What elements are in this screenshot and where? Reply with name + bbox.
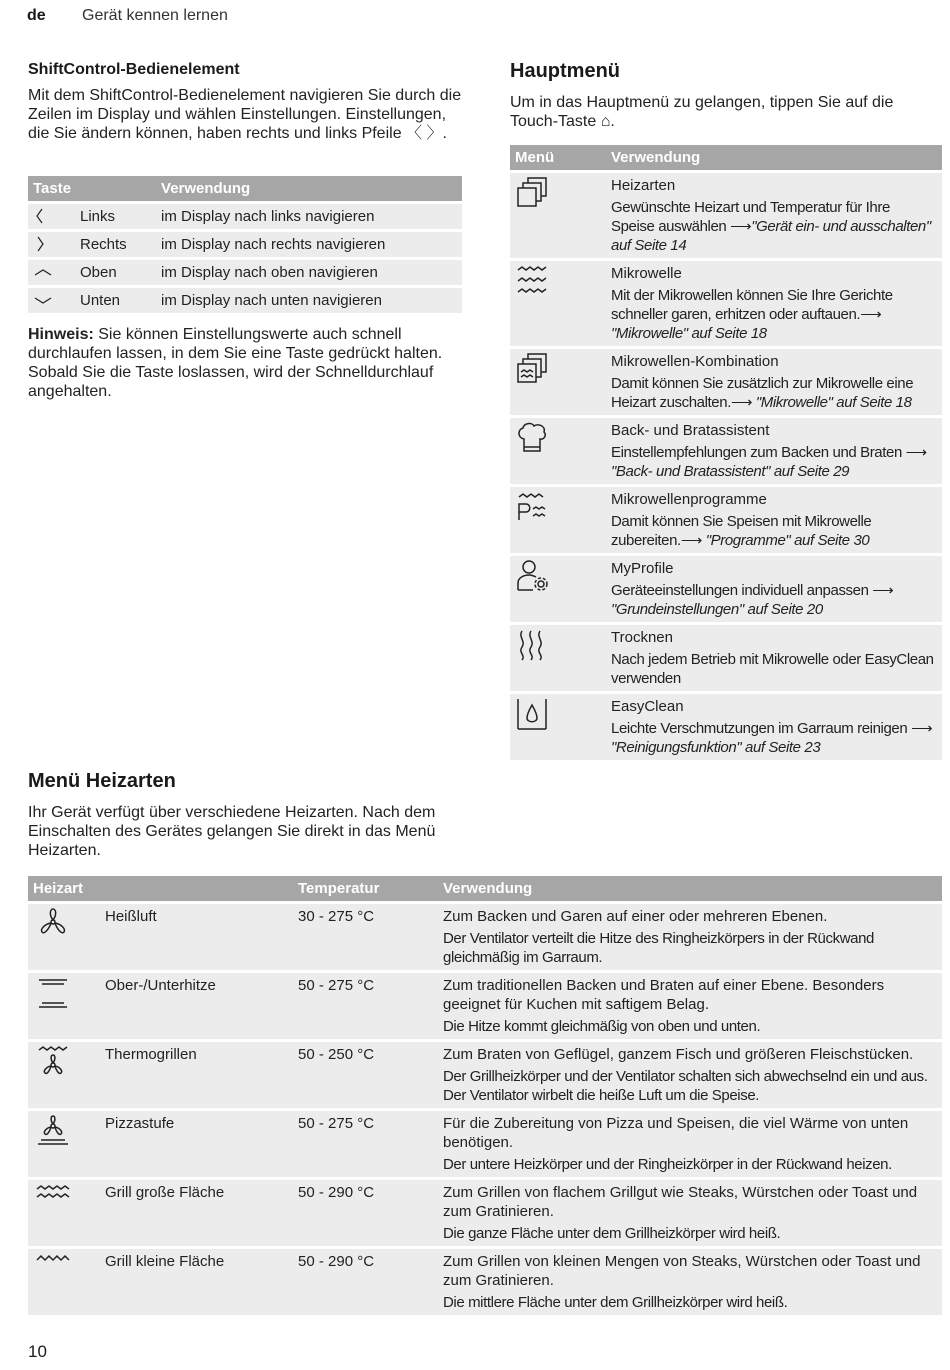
heating-mode-use: Zum traditionellen Backen und Braten auf einer Ebene. Besonders geeignet für Kuchen mit saftigem Belag. <box>443 977 885 1013</box>
drying-icon <box>510 622 606 691</box>
shiftcontrol-intro: Mit dem ShiftControl-Bedienelement navigieren Sie durch die Zeilen im Display und wählen Einstellungen. Einstellungen, die Sie ändern können, haben rechts und links Pfeile 〈 〉. <box>28 87 462 142</box>
menu-item-desc: Einstellempfehlungen zum Backen und Braten <box>611 444 906 461</box>
key-usage: im Display nach links navigieren <box>156 201 462 229</box>
hint-label: Hinweis: <box>28 326 94 343</box>
main-menu-heading: Hauptmenü <box>510 60 620 82</box>
heating-mode-name: Grill große Fläche <box>100 1177 293 1246</box>
menu-item-desc: Mit der Mikrowellen können Sie Ihre Gerichte schneller garen, erhitzen oder auftauen. <box>611 287 893 323</box>
table-row <box>28 229 462 257</box>
key-usage: im Display nach unten navigieren <box>156 285 462 313</box>
heating-mode-temperature: 50 - 290 °C <box>293 1246 438 1315</box>
chevron-left-icon <box>28 201 75 229</box>
menu-item-name: Back- und Bratassistent <box>611 422 770 439</box>
hot-air-icon <box>28 901 100 970</box>
table-row <box>510 484 942 553</box>
column-header-use: Verwendung <box>606 145 942 170</box>
menu-item-desc: Gewünschte Heizart und Temperatur für Ihre Speise auswählen <box>611 199 890 235</box>
heating-mode-temperature: 30 - 275 °C <box>293 901 438 970</box>
key-usage: im Display nach rechts navigieren <box>156 229 462 257</box>
menu-item-name: Mikrowellenprogramme <box>611 491 767 508</box>
arrow-icon: ⟶ <box>730 218 752 235</box>
table-header-row <box>510 145 942 170</box>
page-reference[interactable]: "Mikrowelle" auf Seite 18 <box>752 394 912 411</box>
heating-modes-table <box>28 876 942 1315</box>
table-row <box>28 1108 942 1177</box>
table-row <box>510 170 942 258</box>
table-row <box>510 691 942 760</box>
table-row <box>28 285 462 313</box>
menu-item-name: Trocknen <box>611 629 673 646</box>
microwave-programs-icon <box>510 484 606 553</box>
heating-mode-detail: Die ganze Fläche unter dem Grillheizkörper wird heiß. <box>443 1225 781 1242</box>
menu-item-name: Heizarten <box>611 177 676 194</box>
page-reference[interactable]: "Mikrowelle" auf Seite 18 <box>611 325 767 342</box>
column-header-use: Verwendung <box>156 176 462 201</box>
table-row <box>28 201 462 229</box>
hint-paragraph <box>28 325 462 401</box>
menu-item-desc: Geräteeinstellungen individuell anpassen <box>611 582 873 599</box>
menu-item-name: MyProfile <box>611 560 674 577</box>
microwave-combination-icon <box>510 346 606 415</box>
chevron-right-icon <box>28 229 75 257</box>
heating-mode-use: Zum Backen und Garen auf einer oder mehreren Ebenen. <box>443 908 828 925</box>
heating-mode-temperature: 50 - 290 °C <box>293 1177 438 1246</box>
table-row <box>28 901 942 970</box>
arrow-icon: ⟶ <box>911 720 933 737</box>
page-reference[interactable]: "Reinigungsfunktion" auf Seite 23 <box>611 739 821 756</box>
table-row <box>28 1246 942 1315</box>
menu-item-name: EasyClean <box>611 698 684 715</box>
grill-large-icon <box>28 1177 100 1246</box>
key-label: Oben <box>75 257 156 285</box>
heating-modes-icon <box>510 170 606 258</box>
my-profile-icon <box>510 553 606 622</box>
heating-modes-heading: Menü Heizarten <box>28 770 176 792</box>
heating-mode-name: Grill kleine Fläche <box>100 1246 293 1315</box>
table-row <box>28 257 462 285</box>
heating-mode-name: Pizzastufe <box>100 1108 293 1177</box>
heating-mode-name: Ober-/Unterhitze <box>100 970 293 1039</box>
heating-mode-detail: Der untere Heizkörper und der Ringheizkörper in der Rückwand heizen. <box>443 1156 892 1173</box>
main-menu-table <box>510 145 942 760</box>
heating-mode-use: Zum Grillen von flachem Grillgut wie Steaks, Würstchen oder Toast und zum Gratinieren. <box>443 1184 918 1220</box>
arrow-icon: ⟶ <box>680 532 702 549</box>
arrow-icon: ⟶ <box>872 582 894 599</box>
heating-mode-temperature: 50 - 250 °C <box>293 1039 438 1108</box>
menu-item-desc: Nach jedem Betrieb mit Mikrowelle oder EasyClean verwenden <box>611 651 934 687</box>
table-row <box>510 622 942 691</box>
microwave-icon <box>510 258 606 346</box>
heating-mode-detail: Der Ventilator verteilt die Hitze des Ringheizkörpers in der Rückwand gleichmäßig im Garraum. <box>443 930 874 966</box>
heating-mode-detail: Die mittlere Fläche unter dem Grillheizkörper wird heiß. <box>443 1294 788 1311</box>
top-bottom-heat-icon <box>28 970 100 1039</box>
page-reference[interactable]: "Back- und Bratassistent" auf Seite 29 <box>611 463 850 480</box>
heating-mode-use: Zum Braten von Geflügel, ganzem Fisch und größeren Fleischstücken. <box>443 1046 914 1063</box>
table-header-row <box>28 876 942 901</box>
arrow-icon: ⟶ <box>730 394 753 411</box>
menu-item-desc: Leichte Verschmutzungen im Garraum reinigen <box>611 720 912 737</box>
hint-text: Sie können Einstellungswerte auch schnell durchlaufen lassen, in dem Sie eine Taste gedrückt halten. Sobald Sie die Taste loslassen, wird der Schnelldurchlauf angehalten. <box>28 326 443 400</box>
heating-mode-use: Für die Zubereitung von Pizza und Speisen, die viel Wärme von unten benötigen. <box>443 1115 909 1151</box>
table-row <box>28 970 942 1039</box>
chevron-up-icon <box>28 257 75 285</box>
menu-item-name: Mikrowelle <box>611 265 682 282</box>
heating-mode-name: Heißluft <box>100 901 293 970</box>
shiftcontrol-heading: ShiftControl-Bedienelement <box>28 61 240 78</box>
heating-mode-name: Thermogrillen <box>100 1039 293 1108</box>
table-row <box>510 553 942 622</box>
column-header-key: Taste <box>28 176 156 201</box>
heating-mode-use: Zum Grillen von kleinen Mengen von Steaks, Würstchen oder Toast und zum Gratinieren. <box>443 1253 921 1289</box>
menu-item-name: Mikrowellen-Kombination <box>611 353 779 370</box>
main-menu-intro: Um in das Hauptmenü zu gelangen, tippen Sie auf die Touch-Taste ⌂. <box>510 94 894 130</box>
arrow-icon: ⟶ <box>905 444 927 461</box>
heating-modes-intro: Ihr Gerät verfügt über verschiedene Heizarten. Nach dem Einschalten des Gerätes gelangen Sie direkt in das Menü Heizarten. <box>28 804 436 859</box>
heating-mode-temperature: 50 - 275 °C <box>293 970 438 1039</box>
pizza-setting-icon <box>28 1108 100 1177</box>
page-reference[interactable]: "Gerät ein- und ausschalten" auf Seite 14 <box>611 218 931 254</box>
chapter-title: Gerät kennen lernen <box>82 7 228 24</box>
key-label: Links <box>75 201 156 229</box>
menu-item-desc: Damit können Sie zusätzlich zur Mikrowelle eine Heizart zuschalten. <box>611 375 914 411</box>
page-number: 10 <box>28 1342 47 1361</box>
table-row <box>510 415 942 484</box>
table-row <box>510 346 942 415</box>
column-header-mode: Heizart <box>28 876 293 901</box>
easyclean-icon <box>510 691 606 760</box>
chef-hat-icon <box>510 415 606 484</box>
menu-item-desc: Damit können Sie Speisen mit Mikrowelle zubereiten. <box>611 513 872 549</box>
page-reference[interactable]: "Grundeinstellungen" auf Seite 20 <box>611 601 823 618</box>
arrow-icon: ⟶ <box>860 306 882 323</box>
key-label: Unten <box>75 285 156 313</box>
shiftcontrol-table <box>28 176 462 313</box>
table-header-row <box>28 176 462 201</box>
table-row <box>28 1039 942 1108</box>
key-usage: im Display nach oben navigieren <box>156 257 462 285</box>
key-label: Rechts <box>75 229 156 257</box>
column-header-use: Verwendung <box>438 876 942 901</box>
table-row <box>28 1177 942 1246</box>
heating-mode-temperature: 50 - 275 °C <box>293 1108 438 1177</box>
column-header-temperature: Temperatur <box>293 876 438 901</box>
heating-mode-detail: Die Hitze kommt gleichmäßig von oben und unten. <box>443 1018 761 1035</box>
thermogrill-icon <box>28 1039 100 1108</box>
chevron-down-icon <box>28 285 75 313</box>
heating-mode-detail: Der Grillheizkörper und der Ventilator schalten sich abwechselnd ein und aus. Der Ventilator wirbelt die heiße Luft um die Speise. <box>443 1068 928 1104</box>
column-header-menu: Menü <box>510 145 606 170</box>
table-row <box>510 258 942 346</box>
page-reference[interactable]: "Programme" auf Seite 30 <box>701 532 870 549</box>
grill-small-icon <box>28 1246 100 1315</box>
language-code: de <box>27 7 46 24</box>
